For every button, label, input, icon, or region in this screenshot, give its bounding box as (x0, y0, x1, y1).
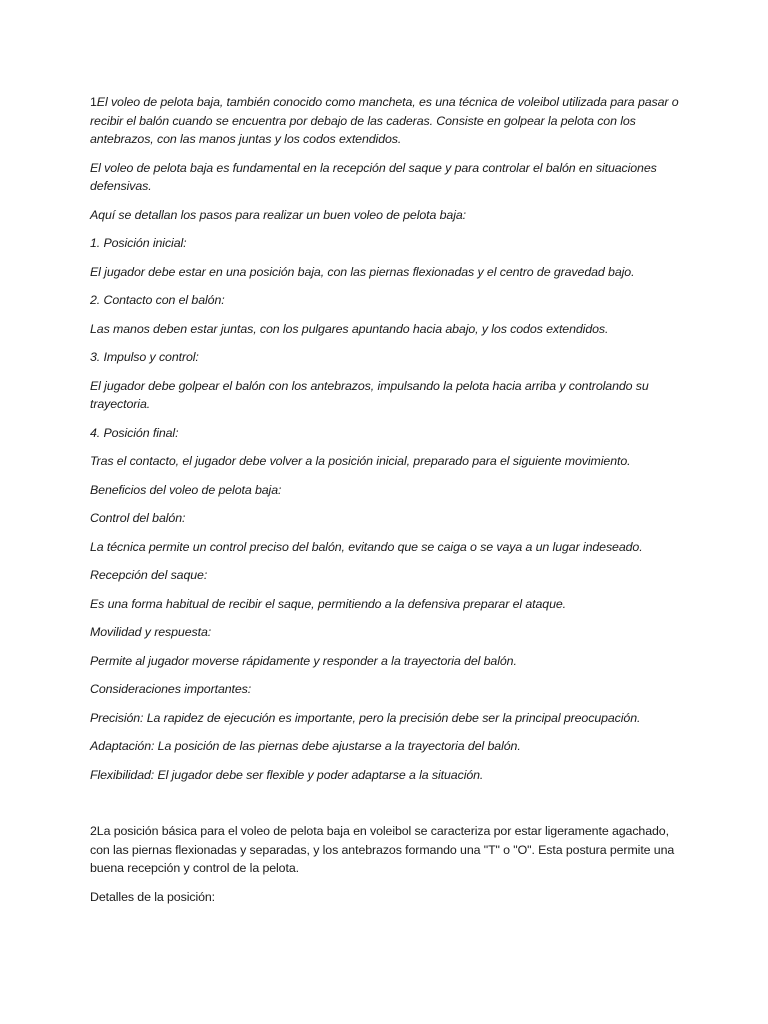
paragraph: El jugador debe estar en una posición baja, con las piernas flexionadas y el centro de gravedad bajo. (90, 264, 635, 279)
paragraph: Precisión: La rapidez de ejecución es importante, pero la precisión debe ser la principal preocupación. (90, 710, 641, 725)
paragraph: Adaptación: La posición de las piernas debe ajustarse a la trayectoria del balón. (90, 739, 521, 753)
paragraph: El jugador debe golpear el balón con los antebrazos, impulsando la pelota hacia arriba y controlando su trayectoria. (90, 378, 649, 411)
paragraph: La técnica permite un control preciso del balón, evitando que se caiga o se vaya a un lugar indeseado. (90, 539, 643, 554)
step-heading: 1. Posición inicial: (90, 236, 187, 250)
paragraph: Flexibilidad: El jugador debe ser flexible y poder adaptarse a la situación. (90, 767, 484, 782)
step-heading: 4. Posición final: (90, 425, 179, 440)
step-heading: 3. Impulso y control: (90, 350, 199, 364)
section-2-intro-text: La posición básica para el voleo de pelota baja en voleibol se caracteriza por estar ligeramente agachado, con las piernas flexionadas y separadas, y los antebrazos formando una "T" o "O". Esta postura permite una buena recepción y control de la pelota. (90, 824, 675, 875)
section-1-intro-text: El voleo de pelota baja, también conocido como mancheta, es una técnica de voleibol utilizada para pasar o recibir el balón cuando se encuentra por debajo de las caderas. Consiste en golpear la pelota con los antebrazos, con las manos juntas y los codos extendidos. (90, 95, 679, 146)
section-2-intro (90, 822, 690, 878)
subheading: Consideraciones importantes: (90, 682, 252, 696)
paragraph: Tras el contacto, el jugador debe volver a la posición inicial, preparado para el siguiente movimiento. (90, 454, 631, 468)
paragraph: Permite al jugador moverse rápidamente y responder a la trayectoria del balón. (90, 653, 517, 668)
section-1-number: 1 (90, 95, 97, 109)
document-body (90, 93, 690, 916)
paragraph: Aquí se detallan los pasos para realizar un buen voleo de pelota baja: (90, 207, 466, 222)
subheading: Recepción del saque: (90, 568, 208, 582)
paragraph: Las manos deben estar juntas, con los pulgares apuntando hacia abajo, y los codos extendidos. (90, 321, 609, 336)
subheading: Detalles de la posición: (90, 889, 216, 904)
paragraph: El voleo de pelota baja es fundamental en la recepción del saque y para controlar el balón en situaciones defensivas. (90, 160, 657, 193)
step-heading: 2. Contacto con el balón: (90, 293, 225, 307)
section-2-number: 2 (90, 824, 97, 838)
paragraph: Es una forma habitual de recibir el saque, permitiendo a la defensiva preparar el ataque. (90, 596, 567, 611)
subheading: Beneficios del voleo de pelota baja: (90, 482, 282, 497)
subheading: Control del balón: (90, 511, 186, 525)
section-1-intro (90, 93, 690, 149)
subheading: Movilidad y respuesta: (90, 625, 212, 639)
